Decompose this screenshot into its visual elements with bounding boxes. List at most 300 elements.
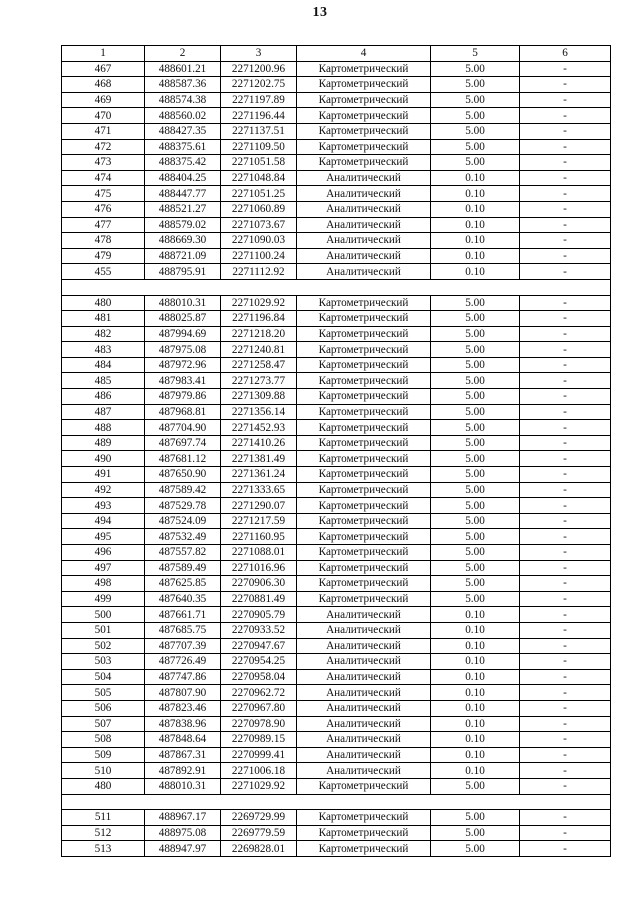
table-row [62,233,611,249]
table-cell: Аналитический [297,201,431,217]
table-cell: Картометрический [297,576,431,592]
table-cell: 485 [62,373,145,389]
table-cell: Аналитический [297,685,431,701]
table-cell: Картометрический [297,404,431,420]
table-cell: 0.10 [431,700,520,716]
table-cell: 2270962.72 [221,685,297,701]
table-cell: Аналитический [297,217,431,233]
table-cell: Аналитический [297,638,431,654]
table-cell: 488375.61 [145,139,221,155]
table-cell: 494 [62,513,145,529]
table-cell: - [520,170,611,186]
table-row [62,576,611,592]
table-cell: 512 [62,825,145,841]
table-cell: - [520,654,611,670]
table-cell: 484 [62,357,145,373]
table-separator-row [62,794,611,810]
table-cell: Картометрический [297,591,431,607]
separator-cell [62,794,611,810]
table-cell: 0.10 [431,747,520,763]
table-cell: 486 [62,389,145,405]
table-row [62,108,611,124]
table-cell: 5.00 [431,825,520,841]
table-cell: 5.00 [431,373,520,389]
table-cell: Картометрический [297,482,431,498]
table-cell: 468 [62,77,145,93]
table-cell: 5.00 [431,545,520,561]
table-cell: - [520,498,611,514]
table-cell: 2271258.47 [221,357,297,373]
table-cell: - [520,513,611,529]
table-cell: Аналитический [297,264,431,280]
table-cell: 2271160.95 [221,529,297,545]
table-cell: Картометрический [297,825,431,841]
table-cell: 2270905.79 [221,607,297,623]
table-row [62,607,611,623]
table-cell: Картометрический [297,513,431,529]
table-cell: - [520,326,611,342]
table-cell: 488601.21 [145,61,221,77]
table-cell: 2271273.77 [221,373,297,389]
table-cell: 5.00 [431,389,520,405]
table-cell: 487975.08 [145,342,221,358]
table-cell: 0.10 [431,233,520,249]
table-row [62,435,611,451]
table-cell: 487747.86 [145,669,221,685]
table-cell: 487726.49 [145,654,221,670]
table-cell: 2269779.59 [221,825,297,841]
table-row [62,61,611,77]
table-cell: 488560.02 [145,108,221,124]
table-cell: 2271356.14 [221,404,297,420]
table-cell: Картометрический [297,529,431,545]
table-cell: 491 [62,467,145,483]
table-cell: 2271240.81 [221,342,297,358]
header-cell: 2 [145,46,221,62]
table-cell: 472 [62,139,145,155]
table-cell: 487867.31 [145,747,221,763]
table-row [62,92,611,108]
table-cell: 5.00 [431,778,520,794]
table-cell: 2270947.67 [221,638,297,654]
table-cell: - [520,435,611,451]
table-cell: Аналитический [297,607,431,623]
table-cell: 511 [62,810,145,826]
table-cell: 5.00 [431,342,520,358]
table-cell: 0.10 [431,217,520,233]
table-row [62,311,611,327]
table-cell: 487685.75 [145,622,221,638]
table-cell: 488587.36 [145,77,221,93]
table-cell: 5.00 [431,123,520,139]
table-cell: 473 [62,155,145,171]
header-cell: 5 [431,46,520,62]
table-cell: - [520,77,611,93]
table-cell: - [520,108,611,124]
table-cell: 2271361.24 [221,467,297,483]
table-cell: 480 [62,295,145,311]
table-cell: Аналитический [297,622,431,638]
table-cell: 2271029.92 [221,778,297,794]
table-cell: 5.00 [431,357,520,373]
table-cell: Аналитический [297,732,431,748]
table-row [62,420,611,436]
table-cell: 5.00 [431,295,520,311]
table-cell: 5.00 [431,529,520,545]
table-cell: 487681.12 [145,451,221,467]
table-cell: - [520,357,611,373]
table-cell: - [520,264,611,280]
table-cell: 488375.42 [145,155,221,171]
table-row [62,139,611,155]
table-cell: 2271217.59 [221,513,297,529]
table-cell: 502 [62,638,145,654]
table-cell: 478 [62,233,145,249]
table-cell: Картометрический [297,420,431,436]
table-row [62,342,611,358]
table-cell: 5.00 [431,841,520,857]
table-cell: 487640.35 [145,591,221,607]
table-cell: - [520,123,611,139]
table-cell: - [520,716,611,732]
table-cell: Картометрический [297,61,431,77]
table-cell: 5.00 [431,326,520,342]
table-cell: Аналитический [297,700,431,716]
table-cell: 2269828.01 [221,841,297,857]
table-cell: - [520,778,611,794]
table-cell: - [520,763,611,779]
table-cell: 2271073.67 [221,217,297,233]
table-cell: 487 [62,404,145,420]
table-cell: 492 [62,482,145,498]
table-row [62,591,611,607]
table-cell: 2270967.80 [221,700,297,716]
table-cell: Картометрический [297,295,431,311]
table-row [62,638,611,654]
table-cell: - [520,560,611,576]
table-cell: Картометрический [297,435,431,451]
table-cell: 0.10 [431,264,520,280]
table-row [62,389,611,405]
table-row [62,825,611,841]
table-cell: 474 [62,170,145,186]
table-cell: 489 [62,435,145,451]
table-cell: 5.00 [431,591,520,607]
table-cell: 2271051.25 [221,186,297,202]
table-cell: 479 [62,248,145,264]
table-cell: 2271452.93 [221,420,297,436]
table-row [62,326,611,342]
table-cell: 2271090.03 [221,233,297,249]
table-cell: Картометрический [297,373,431,389]
table-cell: 2271137.51 [221,123,297,139]
table-cell: Картометрический [297,139,431,155]
table-cell: 488669.30 [145,233,221,249]
table-cell: - [520,529,611,545]
table-cell: - [520,747,611,763]
table-cell: Аналитический [297,170,431,186]
table-row [62,529,611,545]
table-cell: 2270958.04 [221,669,297,685]
table-cell: 2271109.50 [221,139,297,155]
table-cell: 476 [62,201,145,217]
table-cell: - [520,841,611,857]
table-cell: 5.00 [431,155,520,171]
table-cell: 487524.09 [145,513,221,529]
table-cell: - [520,591,611,607]
table-row [62,498,611,514]
table-cell: 488975.08 [145,825,221,841]
table-cell: 0.10 [431,186,520,202]
table-cell: 2271112.92 [221,264,297,280]
table-row [62,295,611,311]
table-cell: - [520,233,611,249]
table-cell: 0.10 [431,248,520,264]
table-row [62,264,611,280]
table-cell: 487983.41 [145,373,221,389]
table-cell: - [520,61,611,77]
table-cell: 487892.91 [145,763,221,779]
table-cell: Картометрический [297,498,431,514]
table-cell: 488010.31 [145,778,221,794]
table-cell: - [520,295,611,311]
table-cell: 2271200.96 [221,61,297,77]
table-cell: - [520,685,611,701]
table-cell: Аналитический [297,654,431,670]
header-cell: 4 [297,46,431,62]
table-cell: 0.10 [431,669,520,685]
table-cell: 2271048.84 [221,170,297,186]
table-cell: 487979.86 [145,389,221,405]
table-cell: - [520,810,611,826]
table-cell: - [520,451,611,467]
table-cell: 5.00 [431,435,520,451]
table-cell: - [520,622,611,638]
table-cell: Картометрический [297,357,431,373]
table-cell: 493 [62,498,145,514]
table-row [62,186,611,202]
page-number: 13 [312,5,328,20]
table-cell: 2271309.88 [221,389,297,405]
table-cell: 496 [62,545,145,561]
table-cell: 475 [62,186,145,202]
table-cell: 488521.27 [145,201,221,217]
table-row [62,482,611,498]
table-cell: 2271060.89 [221,201,297,217]
table-cell: 507 [62,716,145,732]
table-cell: 2271196.44 [221,108,297,124]
table-cell: 0.10 [431,622,520,638]
table-row [62,545,611,561]
table-cell: 495 [62,529,145,545]
table-cell: - [520,92,611,108]
table-cell: 0.10 [431,170,520,186]
table-cell: 2271006.18 [221,763,297,779]
table-cell: 2271088.01 [221,545,297,561]
table-cell: - [520,467,611,483]
table-cell: 2271381.49 [221,451,297,467]
table-row [62,373,611,389]
table-cell: 5.00 [431,61,520,77]
table-row [62,669,611,685]
table-cell: - [520,404,611,420]
table-cell: 501 [62,622,145,638]
table-cell: - [520,373,611,389]
table-cell: - [520,201,611,217]
table-cell: - [520,139,611,155]
table-cell: 497 [62,560,145,576]
table-cell: 5.00 [431,467,520,483]
table-cell: Картометрический [297,123,431,139]
separator-cell [62,279,611,295]
table-cell: 498 [62,576,145,592]
table-cell: 2270954.25 [221,654,297,670]
table-cell: 483 [62,342,145,358]
table-cell: 469 [62,92,145,108]
table-cell: 5.00 [431,420,520,436]
table-cell: 487848.64 [145,732,221,748]
table-cell: 5.00 [431,513,520,529]
table-cell: 487625.85 [145,576,221,592]
table-row [62,622,611,638]
table-cell: 5.00 [431,77,520,93]
table-row [62,513,611,529]
table-row [62,841,611,857]
table-cell: 513 [62,841,145,857]
table-row [62,763,611,779]
table-cell: 5.00 [431,311,520,327]
table-cell: 487661.71 [145,607,221,623]
table-cell: 487532.49 [145,529,221,545]
table-cell: 488447.77 [145,186,221,202]
table-cell: 488025.87 [145,311,221,327]
table-cell: 487557.82 [145,545,221,561]
table-cell: Картометрический [297,77,431,93]
table-cell: 503 [62,654,145,670]
table-cell: 488 [62,420,145,436]
table-cell: 487968.81 [145,404,221,420]
table-cell: 2270906.30 [221,576,297,592]
table-cell: - [520,669,611,685]
table-separator-row [62,279,611,295]
table-cell: 2270881.49 [221,591,297,607]
table-cell: 455 [62,264,145,280]
table-cell: 481 [62,311,145,327]
table-cell: - [520,732,611,748]
table-cell: - [520,186,611,202]
table-cell: Аналитический [297,233,431,249]
table-cell: - [520,155,611,171]
table-cell: 487994.69 [145,326,221,342]
table-cell: - [520,576,611,592]
table-cell: - [520,607,611,623]
table-row [62,155,611,171]
table-cell: 506 [62,700,145,716]
table-cell: 2270989.15 [221,732,297,748]
table-cell: Аналитический [297,248,431,264]
table-cell: - [520,545,611,561]
table-cell: 487704.90 [145,420,221,436]
table-row [62,77,611,93]
table-row [62,685,611,701]
table-cell: 5.00 [431,451,520,467]
table-cell: Картометрический [297,545,431,561]
table-cell: - [520,700,611,716]
table-cell: 2271410.26 [221,435,297,451]
table-cell: 471 [62,123,145,139]
table-cell: 482 [62,326,145,342]
table-cell: - [520,482,611,498]
table-cell: 487823.46 [145,700,221,716]
table-cell: - [520,342,611,358]
table-cell: Картометрический [297,108,431,124]
table-cell: Аналитический [297,763,431,779]
table-cell: Картометрический [297,389,431,405]
table-row [62,123,611,139]
table-cell: Картометрический [297,311,431,327]
table-cell: 480 [62,778,145,794]
table-cell: - [520,420,611,436]
table-cell: 510 [62,763,145,779]
table-cell: 2271029.92 [221,295,297,311]
table-cell: 2271016.96 [221,560,297,576]
table-cell: 5.00 [431,404,520,420]
table-cell: 5.00 [431,482,520,498]
table-cell: - [520,248,611,264]
table-row [62,716,611,732]
table-cell: 477 [62,217,145,233]
table-cell: Картометрический [297,326,431,342]
table-cell: Картометрический [297,155,431,171]
table-cell: 504 [62,669,145,685]
table-cell: 499 [62,591,145,607]
table-cell: 2271290.07 [221,498,297,514]
table-row [62,248,611,264]
table-cell: 505 [62,685,145,701]
coordinates-table [61,45,611,857]
table-cell: 487589.49 [145,560,221,576]
table-cell: 2271196.84 [221,311,297,327]
table-cell: 0.10 [431,607,520,623]
table-cell: 490 [62,451,145,467]
table-cell: 488010.31 [145,295,221,311]
table-cell: - [520,389,611,405]
table-cell: 2271051.58 [221,155,297,171]
table-cell: Картометрический [297,342,431,358]
table-body [62,61,611,856]
table-cell: 2270978.90 [221,716,297,732]
table-row [62,201,611,217]
table-row [62,747,611,763]
table-cell: - [520,825,611,841]
header-cell: 6 [520,46,611,62]
table-cell: Аналитический [297,669,431,685]
table-cell: 488579.02 [145,217,221,233]
table-row [62,700,611,716]
table-cell: Картометрический [297,560,431,576]
table-cell: 5.00 [431,576,520,592]
table-cell: - [520,217,611,233]
table-cell: 488427.35 [145,123,221,139]
table-cell: 5.00 [431,560,520,576]
table-cell: 0.10 [431,716,520,732]
table-cell: 488967.17 [145,810,221,826]
table-cell: 487697.74 [145,435,221,451]
table-cell: 0.10 [431,732,520,748]
table-cell: 487650.90 [145,467,221,483]
table-row [62,170,611,186]
table-cell: Картометрический [297,778,431,794]
